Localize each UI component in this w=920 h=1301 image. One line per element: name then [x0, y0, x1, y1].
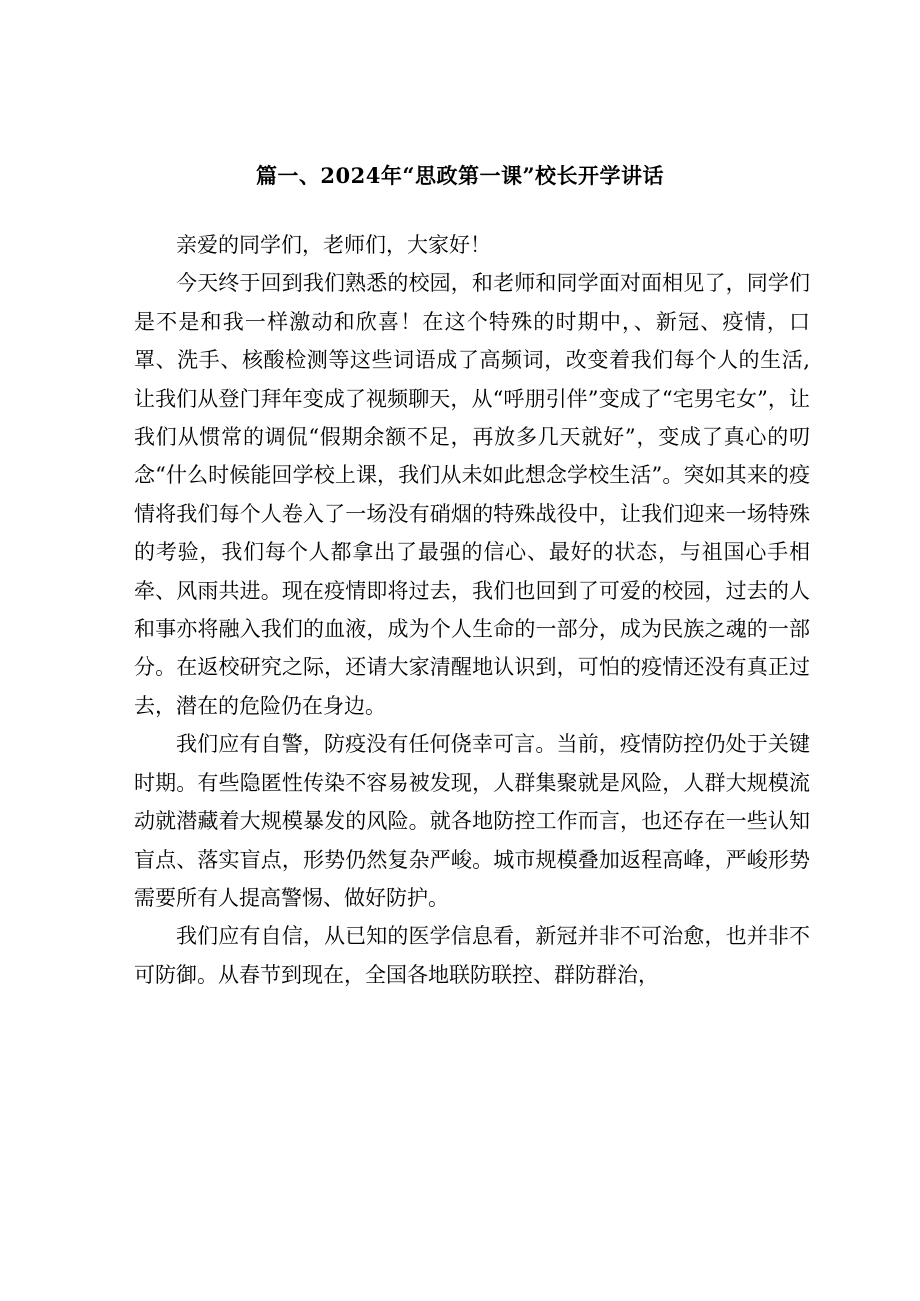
paragraph-self-confidence: 我们应有自信，从已知的医学信息看，新冠并非不可治愈，也并非不可防御。从春节到现在，全国各地联防联控、群防群治， — [134, 924, 810, 987]
paragraph-self-vigilance: 我们应有自警，防疫没有任何侥幸可言。当前，疫情防控仍处于关键时期。有些隐匿性传染不容易被发现，人群集聚就是风险，人群大规模流动就潜藏着大规模暴发的风险。就各地防控工作而言，也还存在一些认知盲点、落实盲点，形势仍然复杂严峻。城市规模叠加返程高峰，严峻形势需要所有人提高警惕、做好防护。 — [134, 732, 810, 910]
document-body — [134, 226, 810, 994]
document-title: 篇一、2024年“思政第一课”校长开学讲话 — [255, 163, 665, 188]
paragraph-return-to-campus: 今天终于回到我们熟悉的校园，和老师和同学面对面相见了，同学们是不是和我一样激动和欣喜！在这个特殊的时期中，、新冠、疫情，口罩、洗手、核酸检测等这些词语成了高频词，改变着我们每个人的生活,让我们从登门拜年变成了视频聊天，从“呼朋引伴”变成了“宅男宅女”，让我们从惯常的调侃“假期余额不足，再放多几天就好”，变成了真心的叨念“什么时候能回学校上课，我们从未如此想念学校生活”。突如其来的疫情将我们每个人卷入了一场没有硝烟的特殊战役中，让我们迎来一场特殊的考验，我们每个人都拿出了最强的信心、最好的状态，与祖国心手相牵、风雨共进。现在疫情即将过去，我们也回到了可爱的校园，过去的人和事亦将融入我们的血液，成为个人生命的一部分，成为民族之魂的一部分。在返校研究之际，还请大家清醒地认识到，可怕的疫情还没有真正过去，潜在的危险仍在身边。 — [134, 271, 810, 718]
paragraph-greeting: 亲爱的同学们，老师们，大家好！ — [176, 233, 491, 257]
